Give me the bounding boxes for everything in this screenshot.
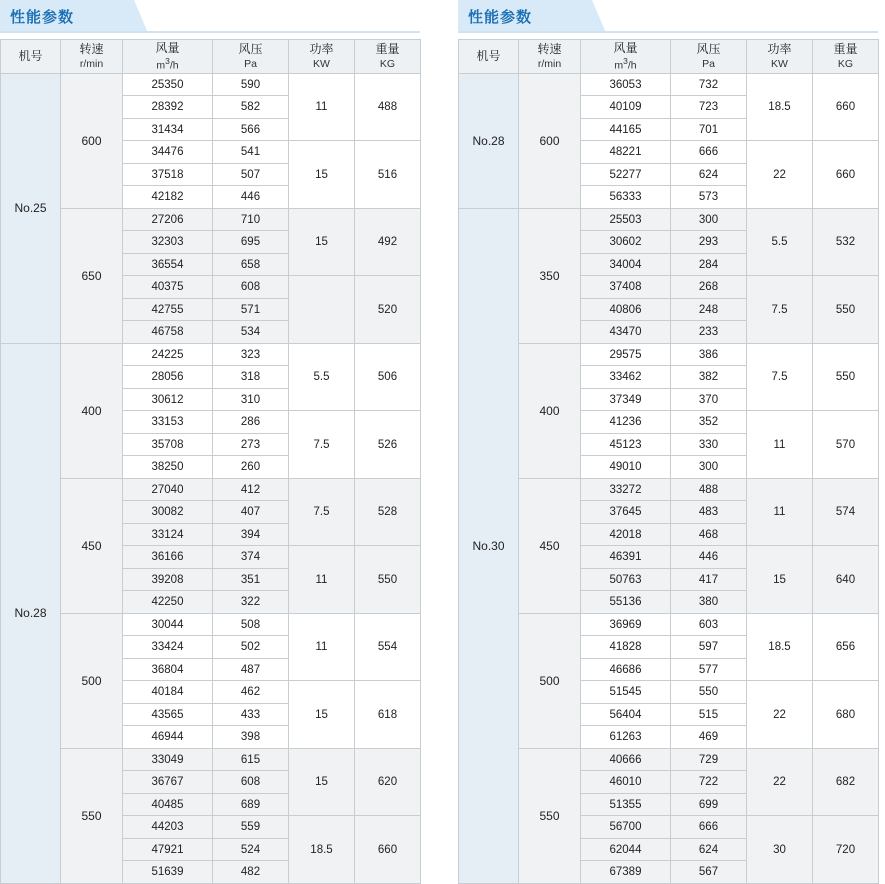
- cell-model: No.28: [459, 73, 519, 208]
- cell-pressure: 624: [671, 163, 747, 186]
- table-row: [1, 748, 421, 771]
- cell-weight: 550: [813, 276, 879, 344]
- cell-pressure: 603: [671, 613, 747, 636]
- cell-pressure: 666: [671, 141, 747, 164]
- cell-flow: 46758: [123, 321, 213, 344]
- cell-power: 7.5: [289, 478, 355, 546]
- cell-power: [289, 276, 355, 344]
- cell-pressure: 689: [213, 793, 289, 816]
- cell-pressure: 412: [213, 478, 289, 501]
- cell-flow: 40666: [581, 748, 671, 771]
- cell-pressure: 722: [671, 771, 747, 794]
- cell-pressure: 515: [671, 703, 747, 726]
- cell-weight: 682: [813, 748, 879, 816]
- cell-flow: 36804: [123, 658, 213, 681]
- cell-flow: 42250: [123, 591, 213, 614]
- cell-flow: 36166: [123, 546, 213, 569]
- cell-flow: 50763: [581, 568, 671, 591]
- table-row: [459, 478, 879, 501]
- cell-pressure: 508: [213, 613, 289, 636]
- cell-pressure: 322: [213, 591, 289, 614]
- cell-pressure: 695: [213, 231, 289, 254]
- cell-pressure: 608: [213, 771, 289, 794]
- cell-power: 7.5: [747, 276, 813, 344]
- header-weight: 重量 KG: [355, 40, 421, 74]
- cell-pressure: 483: [671, 501, 747, 524]
- cell-speed: 650: [61, 208, 123, 343]
- cell-flow: 36767: [123, 771, 213, 794]
- cell-weight: 506: [355, 343, 421, 411]
- cell-pressure: 624: [671, 838, 747, 861]
- cell-flow: 34004: [581, 253, 671, 276]
- cell-power: 22: [747, 141, 813, 209]
- cell-power: 7.5: [289, 411, 355, 479]
- cell-power: 15: [289, 141, 355, 209]
- spec-table-right: [458, 39, 879, 884]
- cell-pressure: 374: [213, 546, 289, 569]
- cell-flow: 43470: [581, 321, 671, 344]
- cell-flow: 25350: [123, 73, 213, 96]
- table-row: [459, 613, 879, 636]
- cell-flow: 56333: [581, 186, 671, 209]
- cell-pressure: 468: [671, 523, 747, 546]
- cell-pressure: 310: [213, 388, 289, 411]
- cell-weight: 640: [813, 546, 879, 614]
- cell-pressure: 286: [213, 411, 289, 434]
- cell-pressure: 550: [671, 681, 747, 704]
- cell-pressure: 577: [671, 658, 747, 681]
- cell-flow: 36969: [581, 613, 671, 636]
- cell-flow: 42755: [123, 298, 213, 321]
- cell-speed: 400: [519, 343, 581, 478]
- cell-speed: 450: [519, 478, 581, 613]
- cell-flow: 48221: [581, 141, 671, 164]
- banner-underline: [0, 31, 420, 33]
- cell-pressure: 487: [213, 658, 289, 681]
- cell-pressure: 300: [671, 456, 747, 479]
- cell-pressure: 323: [213, 343, 289, 366]
- cell-pressure: 608: [213, 276, 289, 299]
- cell-flow: 30602: [581, 231, 671, 254]
- cell-weight: 528: [355, 478, 421, 546]
- cell-speed: 600: [519, 73, 581, 208]
- cell-flow: 27206: [123, 208, 213, 231]
- cell-flow: 29575: [581, 343, 671, 366]
- panel-title-banner: [0, 0, 420, 33]
- panel-title: 性能参数: [10, 9, 75, 26]
- cell-flow: 33153: [123, 411, 213, 434]
- cell-pressure: 462: [213, 681, 289, 704]
- cell-flow: 41236: [581, 411, 671, 434]
- cell-power: 11: [747, 478, 813, 546]
- cell-weight: 516: [355, 141, 421, 209]
- cell-model: No.30: [459, 208, 519, 883]
- cell-flow: 40375: [123, 276, 213, 299]
- cell-flow: 37349: [581, 388, 671, 411]
- cell-flow: 67389: [581, 861, 671, 884]
- table-row: [1, 73, 421, 96]
- cell-speed: 350: [519, 208, 581, 343]
- cell-power: 22: [747, 681, 813, 749]
- cell-pressure: 260: [213, 456, 289, 479]
- cell-flow: 49010: [581, 456, 671, 479]
- cell-flow: 62044: [581, 838, 671, 861]
- cell-speed: 400: [61, 343, 123, 478]
- cell-speed: 500: [519, 613, 581, 748]
- cell-pressure: 351: [213, 568, 289, 591]
- cell-pressure: 488: [671, 478, 747, 501]
- table-row: [1, 478, 421, 501]
- cell-pressure: 710: [213, 208, 289, 231]
- cell-flow: 46686: [581, 658, 671, 681]
- cell-flow: 47921: [123, 838, 213, 861]
- cell-pressure: 446: [671, 546, 747, 569]
- cell-pressure: 407: [213, 501, 289, 524]
- cell-pressure: 318: [213, 366, 289, 389]
- cell-flow: 40109: [581, 96, 671, 119]
- cell-pressure: 248: [671, 298, 747, 321]
- cell-pressure: 507: [213, 163, 289, 186]
- cell-weight: 550: [813, 343, 879, 411]
- cell-power: 7.5: [747, 343, 813, 411]
- spec-panel-right: [458, 0, 878, 884]
- cell-pressure: 380: [671, 591, 747, 614]
- cell-flow: 27040: [123, 478, 213, 501]
- cell-pressure: 524: [213, 838, 289, 861]
- cell-speed: 500: [61, 613, 123, 748]
- cell-power: 5.5: [289, 343, 355, 411]
- cell-pressure: 446: [213, 186, 289, 209]
- cell-flow: 31434: [123, 118, 213, 141]
- cell-pressure: 566: [213, 118, 289, 141]
- header-flow: 风量 $m^3/h$: [123, 40, 213, 74]
- table-row: [1, 343, 421, 366]
- cell-power: 18.5: [289, 816, 355, 884]
- cell-flow: 33124: [123, 523, 213, 546]
- cell-flow: 35708: [123, 433, 213, 456]
- cell-pressure: 268: [671, 276, 747, 299]
- cell-weight: 570: [813, 411, 879, 479]
- cell-pressure: 273: [213, 433, 289, 456]
- cell-pressure: 370: [671, 388, 747, 411]
- table-header: [459, 40, 879, 74]
- header-power: 功率 KW: [289, 40, 355, 74]
- cell-pressure: 571: [213, 298, 289, 321]
- cell-weight: 492: [355, 208, 421, 276]
- cell-pressure: 502: [213, 636, 289, 659]
- header-power: 功率 KW: [747, 40, 813, 74]
- cell-flow: 61263: [581, 726, 671, 749]
- cell-pressure: 582: [213, 96, 289, 119]
- cell-flow: 46944: [123, 726, 213, 749]
- cell-flow: 40485: [123, 793, 213, 816]
- cell-speed: 600: [61, 73, 123, 208]
- cell-flow: 42018: [581, 523, 671, 546]
- cell-pressure: 284: [671, 253, 747, 276]
- cell-flow: 37518: [123, 163, 213, 186]
- cell-weight: 618: [355, 681, 421, 749]
- cell-flow: 40806: [581, 298, 671, 321]
- cell-flow: 44165: [581, 118, 671, 141]
- cell-flow: 43565: [123, 703, 213, 726]
- cell-speed: 550: [519, 748, 581, 883]
- cell-flow: 33462: [581, 366, 671, 389]
- cell-weight: 620: [355, 748, 421, 816]
- cell-pressure: 729: [671, 748, 747, 771]
- cell-power: 15: [747, 546, 813, 614]
- flow-unit: $m^3/h$: [614, 56, 637, 72]
- cell-flow: 51639: [123, 861, 213, 884]
- cell-flow: 41828: [581, 636, 671, 659]
- cell-pressure: 573: [671, 186, 747, 209]
- cell-flow: 56404: [581, 703, 671, 726]
- cell-flow: 24225: [123, 343, 213, 366]
- cell-weight: 656: [813, 613, 879, 681]
- cell-flow: 38250: [123, 456, 213, 479]
- cell-flow: 30082: [123, 501, 213, 524]
- cell-power: 15: [289, 748, 355, 816]
- cell-pressure: 394: [213, 523, 289, 546]
- table-row: [459, 748, 879, 771]
- cell-flow: 51545: [581, 681, 671, 704]
- cell-weight: 554: [355, 613, 421, 681]
- header-speed: 转速 r/min: [519, 40, 581, 74]
- cell-pressure: 398: [213, 726, 289, 749]
- panel-title-banner: [458, 0, 878, 33]
- cell-model: No.28: [1, 343, 61, 883]
- header-row: [1, 40, 421, 74]
- cell-pressure: 701: [671, 118, 747, 141]
- cell-pressure: 559: [213, 816, 289, 839]
- banner-underline: [458, 31, 878, 33]
- table-row: [1, 208, 421, 231]
- cell-flow: 52277: [581, 163, 671, 186]
- cell-pressure: 615: [213, 748, 289, 771]
- cell-power: 11: [289, 546, 355, 614]
- cell-pressure: 386: [671, 343, 747, 366]
- cell-pressure: 330: [671, 433, 747, 456]
- table-body-right: [459, 73, 879, 883]
- cell-flow: 30612: [123, 388, 213, 411]
- header-pressure: 风压 Pa: [671, 40, 747, 74]
- spec-table-left: [0, 39, 421, 884]
- header-model: 机号: [1, 40, 61, 74]
- cell-pressure: 417: [671, 568, 747, 591]
- cell-weight: 550: [355, 546, 421, 614]
- cell-weight: 660: [813, 141, 879, 209]
- cell-flow: 33424: [123, 636, 213, 659]
- cell-weight: 488: [355, 73, 421, 141]
- cell-flow: 46391: [581, 546, 671, 569]
- table-row: [459, 208, 879, 231]
- cell-pressure: 469: [671, 726, 747, 749]
- cell-weight: 660: [813, 73, 879, 141]
- cell-model: No.25: [1, 73, 61, 343]
- cell-power: 15: [289, 208, 355, 276]
- cell-pressure: 658: [213, 253, 289, 276]
- cell-speed: 550: [61, 748, 123, 883]
- cell-power: 11: [747, 411, 813, 479]
- cell-weight: 660: [355, 816, 421, 884]
- cell-flow: 39208: [123, 568, 213, 591]
- table-header: [1, 40, 421, 74]
- table-row: [459, 343, 879, 366]
- cell-pressure: 233: [671, 321, 747, 344]
- header-speed: 转速 r/min: [61, 40, 123, 74]
- cell-flow: 33049: [123, 748, 213, 771]
- cell-pressure: 666: [671, 816, 747, 839]
- cell-power: 11: [289, 613, 355, 681]
- header-weight: 重量 KG: [813, 40, 879, 74]
- cell-pressure: 567: [671, 861, 747, 884]
- cell-power: 15: [289, 681, 355, 749]
- cell-weight: 574: [813, 478, 879, 546]
- cell-flow: 45123: [581, 433, 671, 456]
- cell-pressure: 541: [213, 141, 289, 164]
- cell-flow: 56700: [581, 816, 671, 839]
- header-pressure: 风压 Pa: [213, 40, 289, 74]
- header-flow: 风量 $m^3/h$: [581, 40, 671, 74]
- cell-flow: 51355: [581, 793, 671, 816]
- cell-flow: 30044: [123, 613, 213, 636]
- cell-pressure: 300: [671, 208, 747, 231]
- header-model: 机号: [459, 40, 519, 74]
- cell-pressure: 534: [213, 321, 289, 344]
- flow-unit: $m^3/h$: [156, 56, 179, 72]
- cell-weight: 680: [813, 681, 879, 749]
- cell-pressure: 597: [671, 636, 747, 659]
- cell-flow: 28392: [123, 96, 213, 119]
- cell-speed: 450: [61, 478, 123, 613]
- cell-power: 11: [289, 73, 355, 141]
- cell-flow: 28056: [123, 366, 213, 389]
- cell-power: 22: [747, 748, 813, 816]
- table-row: [459, 73, 879, 96]
- panel-title: 性能参数: [468, 9, 533, 26]
- cell-pressure: 293: [671, 231, 747, 254]
- cell-flow: 33272: [581, 478, 671, 501]
- cell-pressure: 723: [671, 96, 747, 119]
- cell-flow: 40184: [123, 681, 213, 704]
- cell-pressure: 352: [671, 411, 747, 434]
- cell-flow: 46010: [581, 771, 671, 794]
- cell-weight: 526: [355, 411, 421, 479]
- cell-pressure: 433: [213, 703, 289, 726]
- cell-flow: 36053: [581, 73, 671, 96]
- cell-pressure: 382: [671, 366, 747, 389]
- header-row: [459, 40, 879, 74]
- table-body-left: [1, 73, 421, 883]
- cell-flow: 34476: [123, 141, 213, 164]
- cell-pressure: 699: [671, 793, 747, 816]
- cell-flow: 55136: [581, 591, 671, 614]
- cell-flow: 37645: [581, 501, 671, 524]
- spec-panel-left: [0, 0, 420, 884]
- cell-flow: 42182: [123, 186, 213, 209]
- cell-power: 18.5: [747, 73, 813, 141]
- cell-weight: 532: [813, 208, 879, 276]
- cell-flow: 25503: [581, 208, 671, 231]
- cell-power: 5.5: [747, 208, 813, 276]
- cell-pressure: 732: [671, 73, 747, 96]
- cell-flow: 36554: [123, 253, 213, 276]
- cell-flow: 37408: [581, 276, 671, 299]
- table-row: [1, 613, 421, 636]
- cell-power: 30: [747, 816, 813, 884]
- cell-pressure: 482: [213, 861, 289, 884]
- cell-weight: 520: [355, 276, 421, 344]
- cell-flow: 44203: [123, 816, 213, 839]
- cell-power: 18.5: [747, 613, 813, 681]
- cell-flow: 32303: [123, 231, 213, 254]
- cell-pressure: 590: [213, 73, 289, 96]
- cell-weight: 720: [813, 816, 879, 884]
